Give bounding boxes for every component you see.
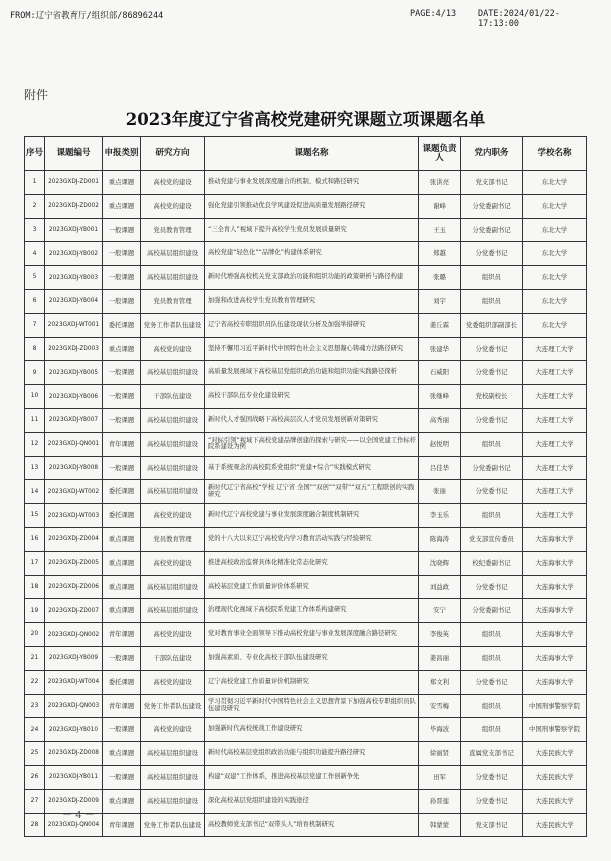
table-row <box>25 718 587 742</box>
cell-leader: 张继峰 <box>419 385 461 409</box>
cell-school: 大连海事大学 <box>523 646 587 670</box>
cell-category: 一般课题 <box>103 646 141 670</box>
cell-seq: 24 <box>25 718 45 742</box>
table-row <box>25 670 587 694</box>
cell-code: 2023GXDJ-QN002 <box>45 623 103 647</box>
cell-post: 分党委书记 <box>461 361 523 385</box>
cell-school: 大连理工大学 <box>523 432 587 456</box>
cell-project-name: 高校教师党支部书记“双带头人”培育机制研究 <box>205 813 419 837</box>
cell-post: 党委组织部副部长 <box>461 313 523 337</box>
cell-leader: 姜丘霖 <box>419 313 461 337</box>
cell-code: 2023GXDJ-ZD007 <box>45 599 103 623</box>
cell-direction: 干部队伍建设 <box>141 385 205 409</box>
cell-post: 校纪委副书记 <box>461 551 523 575</box>
cell-code: 2023GXDJ-YB003 <box>45 266 103 290</box>
cell-code: 2023GXDJ-ZD006 <box>45 575 103 599</box>
cell-school: 东北大学 <box>523 266 587 290</box>
cell-category: 重点课题 <box>103 194 141 218</box>
cell-seq: 5 <box>25 266 45 290</box>
table-row <box>25 480 587 504</box>
cell-direction: 党务工作者队伍建设 <box>141 694 205 718</box>
cell-seq: 22 <box>25 670 45 694</box>
cell-post: 组织员 <box>461 289 523 313</box>
cell-direction: 高校基层组织建设 <box>141 456 205 480</box>
cell-project-name: 加强高素质、专业化高校干部队伍建设研究 <box>205 646 419 670</box>
table-header-row <box>25 137 587 171</box>
cell-direction: 高校基层组织建设 <box>141 575 205 599</box>
header-name: 课题名称 <box>205 137 419 171</box>
cell-post: 直属党支部书记 <box>461 742 523 766</box>
cell-post: 党校副校长 <box>461 385 523 409</box>
header-school: 学校名称 <box>523 137 587 171</box>
fax-header <box>10 9 599 29</box>
cell-project-name: 党对教育事业全面领导下推动高校党建与事业发展深度融合路径研究 <box>205 623 419 647</box>
table-row <box>25 527 587 551</box>
cell-direction: 党员教育管理 <box>141 527 205 551</box>
table-row <box>25 313 587 337</box>
cell-post: 分党委书记 <box>461 670 523 694</box>
cell-leader: 郑越 <box>419 242 461 266</box>
table-row <box>25 266 587 290</box>
cell-project-name: 构建“双建”工作体系，推进高校基层党建工作创新争先 <box>205 765 419 789</box>
cell-code: 2023GXDJ-ZD005 <box>45 551 103 575</box>
cell-leader: 郑文利 <box>419 670 461 694</box>
cell-project-name: 推进高校政治监督具体化精准化常态化研究 <box>205 551 419 575</box>
cell-school: 大连海事大学 <box>523 599 587 623</box>
cell-code: 2023GXDJ-WT001 <box>45 313 103 337</box>
table-row <box>25 171 587 195</box>
header-post: 党内职务 <box>461 137 523 171</box>
cell-code: 2023GXDJ-YB001 <box>45 218 103 242</box>
table-row <box>25 242 587 266</box>
cell-post: 分党委书记 <box>461 480 523 504</box>
cell-leader: 石威阳 <box>419 361 461 385</box>
cell-direction: 高校基层组织建设 <box>141 599 205 623</box>
cell-code: 2023GXDJ-YB008 <box>45 456 103 480</box>
cell-leader: 高秀丽 <box>419 408 461 432</box>
cell-post: 分党委书记 <box>461 575 523 599</box>
table-row <box>25 385 587 409</box>
cell-direction: 高校党的建设 <box>141 551 205 575</box>
header-category: 申报类别 <box>103 137 141 171</box>
cell-seq: 20 <box>25 623 45 647</box>
table-row <box>25 694 587 718</box>
cell-project-name: “三全育人”视域下提升高校学生党员发展质量研究 <box>205 218 419 242</box>
cell-school: 东北大学 <box>523 313 587 337</box>
cell-direction: 高校党的建设 <box>141 718 205 742</box>
cell-post: 组织员 <box>461 718 523 742</box>
cell-leader: 毕海波 <box>419 718 461 742</box>
cell-leader: 李玉乐 <box>419 504 461 528</box>
cell-post: 党支部书记 <box>461 171 523 195</box>
cell-code: 2023GXDJ-QN004 <box>45 813 103 837</box>
cell-direction: 高校基层组织建设 <box>141 480 205 504</box>
cell-seq: 25 <box>25 742 45 766</box>
cell-school: 大连理工大学 <box>523 361 587 385</box>
cell-project-name: 治理现代化视域下高校院系党建工作体系构建研究 <box>205 599 419 623</box>
cell-direction: 高校基层组织建设 <box>141 361 205 385</box>
cell-leader: 安宁 <box>419 599 461 623</box>
cell-seq: 10 <box>25 385 45 409</box>
cell-post: 分党委书记 <box>461 789 523 813</box>
cell-post: 分党委副书记 <box>461 599 523 623</box>
cell-category: 一般课题 <box>103 765 141 789</box>
cell-post: 组织员 <box>461 266 523 290</box>
cell-direction: 高校党的建设 <box>141 337 205 361</box>
cell-project-name: 新时代人才强国战略下高校高层次人才党员发展创新对策研究 <box>205 408 419 432</box>
cell-project-name: 新时代高校基层党组织政治功能与组织功能提升路径研究 <box>205 742 419 766</box>
cell-direction: 党务工作者队伍建设 <box>141 313 205 337</box>
cell-direction: 党员教育管理 <box>141 289 205 313</box>
cell-code: 2023GXDJ-YB005 <box>45 361 103 385</box>
cell-category: 重点课题 <box>103 575 141 599</box>
cell-leader: 刘益政 <box>419 575 461 599</box>
cell-post: 分党委书记 <box>461 242 523 266</box>
cell-seq: 6 <box>25 289 45 313</box>
table-row <box>25 551 587 575</box>
cell-code: 2023GXDJ-YB007 <box>45 408 103 432</box>
cell-seq: 2 <box>25 194 45 218</box>
cell-school: 大连海事大学 <box>523 575 587 599</box>
cell-post: 分党委书记 <box>461 337 523 361</box>
cell-direction: 高校基层组织建设 <box>141 789 205 813</box>
cell-code: 2023GXDJ-ZD002 <box>45 194 103 218</box>
cell-project-name: 党的十八大以来辽宁高校党内学习教育活动实践与经验研究 <box>205 527 419 551</box>
fax-date: DATE:2024/01/22-17:13:00 <box>478 9 560 29</box>
cell-school: 大连海事大学 <box>523 527 587 551</box>
table-row <box>25 504 587 528</box>
cell-project-name: 坚持不懈用习近平新时代中国特色社会主义思想凝心铸魂方法路径研究 <box>205 337 419 361</box>
cell-post: 分党委副书记 <box>461 456 523 480</box>
cell-school: 大连民族大学 <box>523 742 587 766</box>
table-row <box>25 575 587 599</box>
cell-leader: 谢峰 <box>419 194 461 218</box>
cell-seq: 28 <box>25 813 45 837</box>
cell-school: 东北大学 <box>523 218 587 242</box>
cell-school: 东北大学 <box>523 171 587 195</box>
cell-seq: 17 <box>25 551 45 575</box>
cell-post: 党支部宣传委员 <box>461 527 523 551</box>
cell-seq: 7 <box>25 313 45 337</box>
cell-code: 2023GXDJ-ZD008 <box>45 742 103 766</box>
table-row <box>25 765 587 789</box>
cell-post: 分党委书记 <box>461 765 523 789</box>
fax-page: PAGE:4/13 <box>410 9 457 19</box>
cell-seq: 26 <box>25 765 45 789</box>
cell-code: 2023GXDJ-ZD003 <box>45 337 103 361</box>
cell-seq: 23 <box>25 694 45 718</box>
cell-seq: 9 <box>25 361 45 385</box>
cell-post: 分党委副书记 <box>461 218 523 242</box>
table-row <box>25 408 587 432</box>
cell-project-name: 深化高校基层党组织建设的实践途径 <box>205 789 419 813</box>
cell-category: 一般课题 <box>103 385 141 409</box>
cell-project-name: 新时代辽宁高校党建与事业发展深度融合制度机制研究 <box>205 504 419 528</box>
cell-school: 大连民族大学 <box>523 789 587 813</box>
cell-direction: 高校基层组织建设 <box>141 765 205 789</box>
cell-direction: 高校党的建设 <box>141 504 205 528</box>
cell-school: 中国刑事警察学院 <box>523 718 587 742</box>
cell-category: 重点课题 <box>103 789 141 813</box>
cell-category: 一般课题 <box>103 408 141 432</box>
cell-category: 重点课题 <box>103 742 141 766</box>
cell-school: 东北大学 <box>523 242 587 266</box>
document-title: 2023年度辽宁省高校党建研究课题立项课题名单 <box>125 110 486 129</box>
cell-category: 重点课题 <box>103 171 141 195</box>
cell-leader: 徐丽贤 <box>419 742 461 766</box>
cell-leader: 沈晓辉 <box>419 551 461 575</box>
cell-seq: 18 <box>25 575 45 599</box>
cell-category: 重点课题 <box>103 599 141 623</box>
cell-project-name: 新时代辽宁省高校“学校 辽宁省 全国”“双创”“双带”“双五”工程联创的实践研究 <box>205 480 419 504</box>
cell-leader: 田军 <box>419 765 461 789</box>
table-row <box>25 218 587 242</box>
cell-category: 委托课题 <box>103 670 141 694</box>
cell-school: 大连理工大学 <box>523 504 587 528</box>
table-row <box>25 194 587 218</box>
header-code: 课题编号 <box>45 137 103 171</box>
cell-category: 重点课题 <box>103 551 141 575</box>
cell-project-name: 新时代增强高校机关党支部政治功能和组织功能的政策研析与路径构建 <box>205 266 419 290</box>
header-direction: 研究方向 <box>141 137 205 171</box>
cell-code: 2023GXDJ-ZD004 <box>45 527 103 551</box>
cell-category: 一般课题 <box>103 242 141 266</box>
cell-leader: 王玉 <box>419 218 461 242</box>
project-list-table <box>24 136 587 837</box>
cell-category: 委托课题 <box>103 313 141 337</box>
cell-school: 大连理工大学 <box>523 337 587 361</box>
table-row <box>25 337 587 361</box>
header-seq: 序号 <box>25 137 45 171</box>
header-leader: 课题负责人 <box>419 137 461 171</box>
cell-code: 2023GXDJ-YB011 <box>45 765 103 789</box>
cell-code: 2023GXDJ-YB002 <box>45 242 103 266</box>
cell-project-name: 高校党建“轻色化”“品牌化”构建体系研究 <box>205 242 419 266</box>
cell-seq: 15 <box>25 504 45 528</box>
cell-project-name: 高质量发展视域下高校基层党组织政治功能和组织功能实践路径探析 <box>205 361 419 385</box>
cell-category: 一般课题 <box>103 289 141 313</box>
cell-school: 大连海事大学 <box>523 551 587 575</box>
cell-code: 2023GXDJ-QN001 <box>45 432 103 456</box>
cell-category: 青年课题 <box>103 432 141 456</box>
table-row <box>25 599 587 623</box>
cell-leader: 张丽 <box>419 480 461 504</box>
cell-category: 重点课题 <box>103 337 141 361</box>
cell-leader: 赵悦明 <box>419 432 461 456</box>
cell-seq: 12 <box>25 432 45 456</box>
table-row <box>25 456 587 480</box>
table-row <box>25 361 587 385</box>
cell-project-name: 学习贯彻习近平新时代中国特色社会主义思想背景下加强高校专职组织员队伍建设研究 <box>205 694 419 718</box>
cell-code: 2023GXDJ-QN003 <box>45 694 103 718</box>
cell-post: 组织员 <box>461 432 523 456</box>
cell-direction: 干部队伍建设 <box>141 646 205 670</box>
cell-school: 大连海事大学 <box>523 623 587 647</box>
cell-school: 大连海事大学 <box>523 670 587 694</box>
cell-direction: 党员教育管理 <box>141 218 205 242</box>
cell-code: 2023GXDJ-WT002 <box>45 480 103 504</box>
cell-direction: 高校基层组织建设 <box>141 266 205 290</box>
cell-category: 委托课题 <box>103 480 141 504</box>
cell-direction: 党务工作者队伍建设 <box>141 813 205 837</box>
cell-direction: 高校基层组织建设 <box>141 408 205 432</box>
cell-leader: 刘宇 <box>419 289 461 313</box>
cell-category: 一般课题 <box>103 218 141 242</box>
cell-seq: 13 <box>25 456 45 480</box>
cell-seq: 1 <box>25 171 45 195</box>
cell-school: 大连民族大学 <box>523 813 587 837</box>
cell-code: 2023GXDJ-YB006 <box>45 385 103 409</box>
cell-category: 一般课题 <box>103 456 141 480</box>
cell-seq: 8 <box>25 337 45 361</box>
table-row <box>25 789 587 813</box>
cell-category: 青年课题 <box>103 813 141 837</box>
cell-post: 党支部书记 <box>461 813 523 837</box>
cell-category: 重点课题 <box>103 527 141 551</box>
cell-leader: 姜昌丽 <box>419 646 461 670</box>
cell-leader: 张洪亮 <box>419 171 461 195</box>
cell-project-name: 高校干部队伍专业化建设研究 <box>205 385 419 409</box>
cell-seq: 3 <box>25 218 45 242</box>
cell-category: 青年课题 <box>103 623 141 647</box>
cell-seq: 19 <box>25 599 45 623</box>
cell-project-name: “对标引领”视域下高校党建品牌创建的探索与研究——以全国党建工作标杆院系建设为例 <box>205 432 419 456</box>
cell-seq: 4 <box>25 242 45 266</box>
table-row <box>25 646 587 670</box>
cell-school: 大连理工大学 <box>523 456 587 480</box>
cell-project-name: 辽宁省高校专职组织员队伍建设现状分析及加强举措研究 <box>205 313 419 337</box>
cell-seq: 27 <box>25 789 45 813</box>
cell-school: 大连理工大学 <box>523 408 587 432</box>
page-number: － 4 － <box>62 810 95 821</box>
cell-direction: 高校党的建设 <box>141 194 205 218</box>
cell-project-name: 加强新时代高校统战工作建设研究 <box>205 718 419 742</box>
cell-school: 东北大学 <box>523 194 587 218</box>
table-row <box>25 289 587 313</box>
cell-post: 组织员 <box>461 694 523 718</box>
cell-direction: 高校党的建设 <box>141 670 205 694</box>
cell-code: 2023GXDJ-YB009 <box>45 646 103 670</box>
cell-leader: 李俊英 <box>419 623 461 647</box>
cell-post: 组织员 <box>461 623 523 647</box>
table-row <box>25 742 587 766</box>
cell-post: 分党委副书记 <box>461 194 523 218</box>
cell-direction: 高校基层组织建设 <box>141 742 205 766</box>
table-row <box>25 432 587 456</box>
cell-category: 委托课题 <box>103 504 141 528</box>
cell-school: 中国刑事警察学院 <box>523 694 587 718</box>
cell-school: 大连民族大学 <box>523 765 587 789</box>
cell-school: 大连理工大学 <box>523 480 587 504</box>
fax-from: FROM:辽宁省教育厅/组织部/86896244 <box>10 11 164 21</box>
cell-category: 一般课题 <box>103 718 141 742</box>
cell-direction: 高校基层组织建设 <box>141 242 205 266</box>
cell-project-name: 推动党建与事业发展深度融合的机制、模式和路径研究 <box>205 171 419 195</box>
cell-post: 组织员 <box>461 646 523 670</box>
cell-category: 青年课题 <box>103 694 141 718</box>
cell-project-name: 加强和改进高校学生党员教育管理研究 <box>205 289 419 313</box>
cell-code: 2023GXDJ-YB010 <box>45 718 103 742</box>
cell-leader: 孙晋莲 <box>419 789 461 813</box>
cell-direction: 高校党的建设 <box>141 171 205 195</box>
cell-seq: 11 <box>25 408 45 432</box>
cell-direction: 高校党的建设 <box>141 623 205 647</box>
attachment-label: 附件 <box>24 88 49 102</box>
cell-leader: 安雪梅 <box>419 694 461 718</box>
cell-post: 组织员 <box>461 504 523 528</box>
cell-code: 2023GXDJ-ZD001 <box>45 171 103 195</box>
cell-post: 分党委书记 <box>461 408 523 432</box>
cell-school: 大连理工大学 <box>523 385 587 409</box>
cell-leader: 韩蒙蒙 <box>419 813 461 837</box>
cell-code: 2023GXDJ-WT003 <box>45 504 103 528</box>
cell-code: 2023GXDJ-ZD009 <box>45 789 103 813</box>
cell-project-name: 高校基层党建工作质量评价体系研究 <box>205 575 419 599</box>
cell-school: 东北大学 <box>523 289 587 313</box>
cell-direction: 高校基层组织建设 <box>141 432 205 456</box>
cell-leader: 吕佳华 <box>419 456 461 480</box>
table-row <box>25 813 587 837</box>
table-row <box>25 623 587 647</box>
cell-seq: 21 <box>25 646 45 670</box>
cell-seq: 14 <box>25 480 45 504</box>
cell-leader: 陈海涛 <box>419 527 461 551</box>
cell-code: 2023GXDJ-YB004 <box>45 289 103 313</box>
cell-leader: 张建华 <box>419 337 461 361</box>
cell-seq: 16 <box>25 527 45 551</box>
cell-project-name: 强化党建引领推动优良学风建设促进高质量发展路径研究 <box>205 194 419 218</box>
cell-project-name: 辽宁高校党建工作质量评价机制研究 <box>205 670 419 694</box>
cell-leader: 张璐 <box>419 266 461 290</box>
cell-category: 一般课题 <box>103 266 141 290</box>
cell-project-name: 基于系统观念的高校院系党组织“党建+综合”实践模式研究 <box>205 456 419 480</box>
cell-code: 2023GXDJ-WT004 <box>45 670 103 694</box>
cell-category: 一般课题 <box>103 361 141 385</box>
